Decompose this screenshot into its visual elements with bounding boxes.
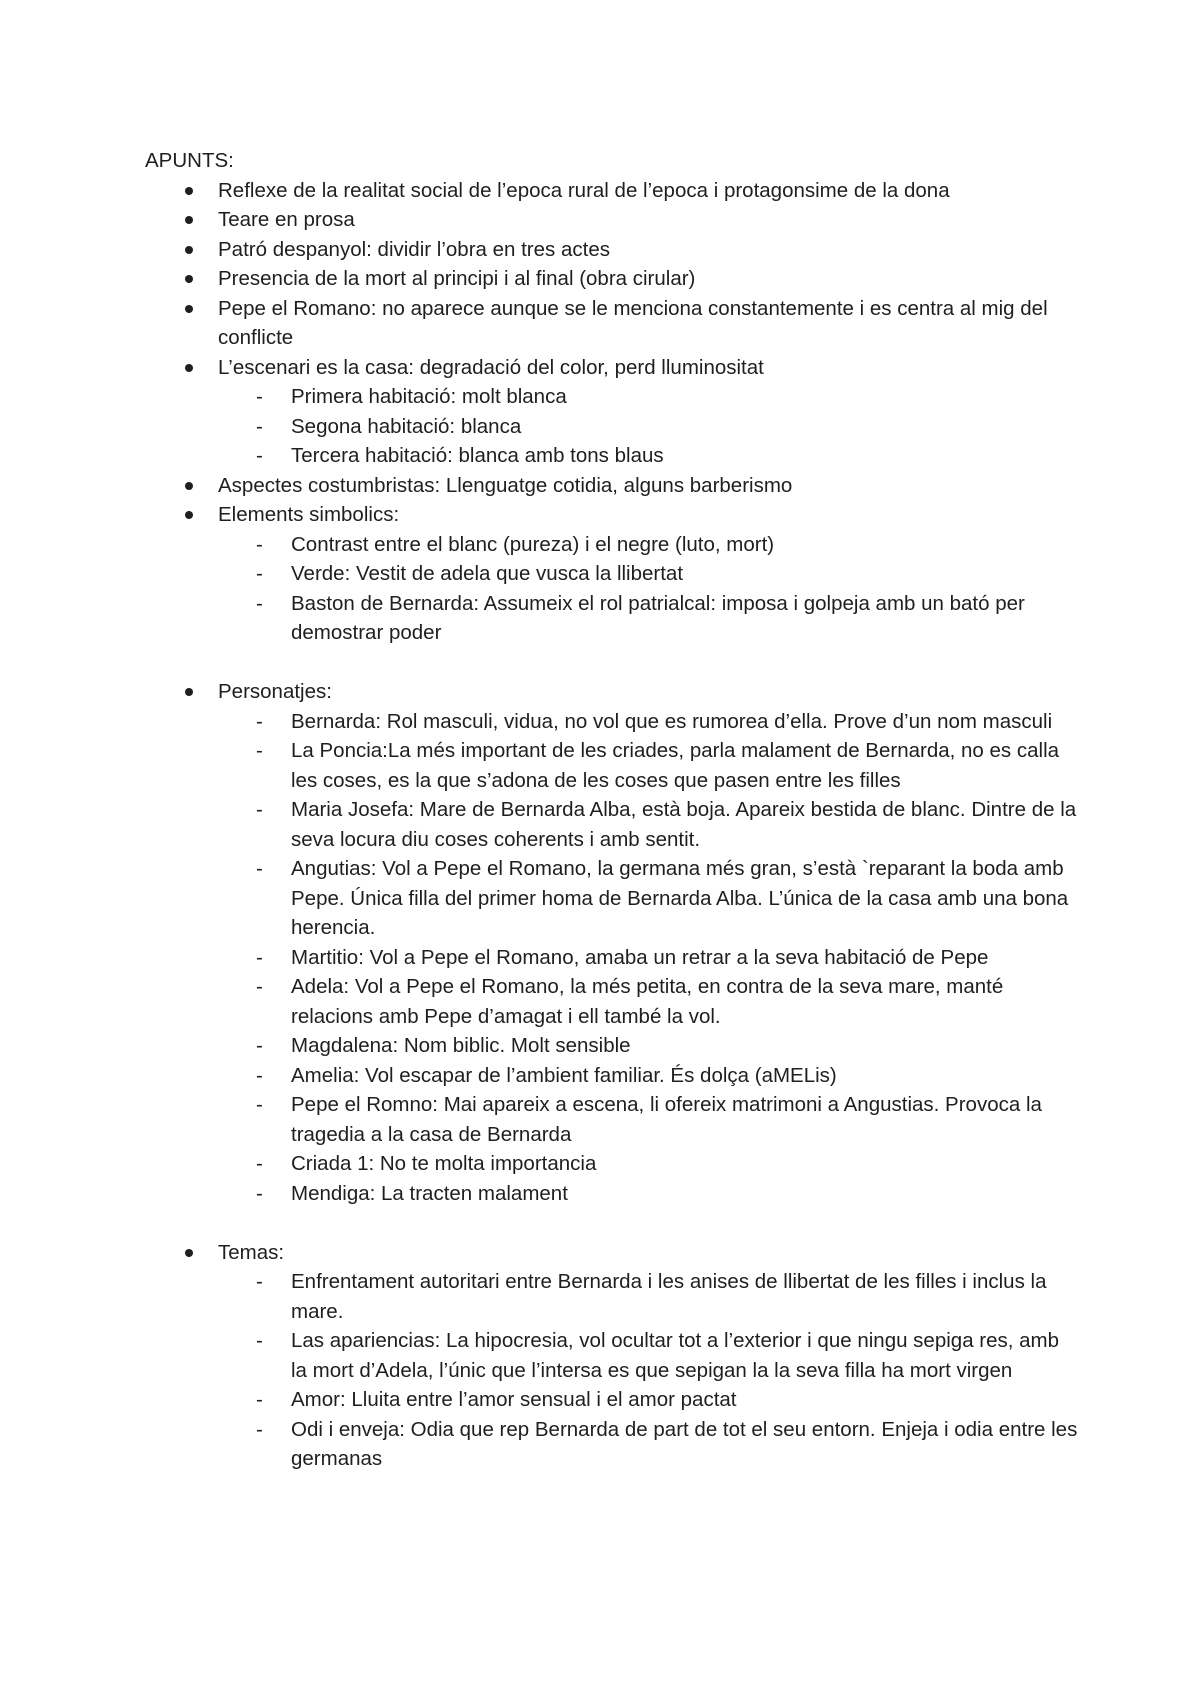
bullet-icon	[185, 275, 193, 283]
temas-list	[145, 1238, 1080, 1474]
section-temas	[218, 1238, 1080, 1474]
dash-icon: -	[256, 798, 263, 821]
dash-icon: -	[256, 591, 263, 615]
sublist-item: - Bernarda: Rol masculi, vidua, no vol que es rumorea d’ella. Prove d’un nom masculi	[291, 707, 1080, 737]
sublist-item: - Enfrentament autoritari entre Bernarda i les anises de llibertat de les filles i inclus la mare.	[291, 1267, 1080, 1326]
list-item: Pepe el Romano: no aparece aunque se le menciona constantemente i es centra al mig del conflicte	[218, 294, 1080, 353]
sublist-temas	[218, 1267, 1080, 1474]
dash-icon: -	[256, 975, 263, 998]
dash-icon: -	[256, 1093, 263, 1116]
dash-icon: -	[256, 857, 263, 880]
sublist-item: - Contrast entre el blanc (pureza) i el negre (luto, mort)	[291, 530, 1080, 560]
section-simbolics	[218, 500, 1080, 648]
sublist-item: - Baston de Bernarda: Assumeix el rol patrialcal: imposa i golpeja amb un bató per demostrar poder	[291, 589, 1080, 648]
dash-icon: -	[256, 739, 263, 762]
sublist-item: - Verde: Vestit de adela que vusca la llibertat	[291, 559, 1080, 589]
blank-line	[145, 1208, 1080, 1238]
section-label: Temas:	[218, 1240, 285, 1264]
dash-icon: -	[256, 1034, 263, 1057]
sublist-item: - Odi i enveja: Odia que rep Bernarda de part de tot el seu entorn. Enjeja i odia entre les germanas	[291, 1415, 1080, 1474]
dash-icon: -	[256, 444, 263, 467]
document-body	[145, 146, 1080, 1474]
sublist-item: - Amor: Lluita entre l’amor sensual i el amor pactat	[291, 1385, 1080, 1415]
sublist-item: - Angutias: Vol a Pepe el Romano, la germana més gran, s’està `reparant la boda amb Pepe. Única filla del primer homa de Bernarda Alba. L’única de la casa amb una bona herencia.	[291, 854, 1080, 943]
bullet-icon	[185, 246, 193, 254]
sublist-item: - Primera habitació: molt blanca	[291, 382, 1080, 412]
section-label: Elements simbolics:	[218, 503, 400, 526]
dash-icon: -	[256, 532, 263, 556]
sublist-item: - Segona habitació: blanca	[291, 412, 1080, 442]
sublist-item: - Las apariencias: La hipocresia, vol ocultar tot a l’exterior i que ningu sepiga res, amb la mort d’Adela, l’únic que l’intersa es que sepigan la la seva filla ha mort virgen	[291, 1326, 1080, 1385]
sublist-simbolics	[218, 530, 1080, 648]
section-escenari	[218, 353, 1080, 471]
list-item: Patró despanyol: dividir l’obra en tres actes	[218, 235, 1080, 265]
bullet-icon	[185, 1249, 193, 1257]
page-title: APUNTS:	[145, 149, 234, 172]
sublist-item: - Amelia: Vol escapar de l’ambient familiar. És dolça (aMELis)	[291, 1061, 1080, 1091]
sublist-item: - Maria Josefa: Mare de Bernarda Alba, està boja. Apareix bestida de blanc. Dintre de la seva locura diu coses coherents i amb sentit.	[291, 795, 1080, 854]
dash-icon: -	[256, 1270, 263, 1293]
sublist-personatjes	[218, 707, 1080, 1209]
dash-icon: -	[256, 1152, 263, 1175]
list-item: Reflexe de la realitat social de l’epoca rural de l’epoca i protagonsime de la dona	[218, 176, 1080, 206]
sublist-item: - Adela: Vol a Pepe el Romano, la més petita, en contra de la seva mare, manté relacions amb Pepe d’amagat i ell també la vol.	[291, 972, 1080, 1031]
blank-line	[145, 648, 1080, 678]
section-label: Personatjes:	[218, 680, 332, 703]
sublist-item: - La Poncia:La més important de les criades, parla malament de Bernarda, no es calla les coses, es la que s’adona de les coses que pasen entre les filles	[291, 736, 1080, 795]
dash-icon: -	[256, 562, 263, 585]
sublist-item: - Magdalena: Nom biblic. Molt sensible	[291, 1031, 1080, 1061]
bullet-icon	[185, 364, 193, 372]
bullet-icon	[185, 482, 193, 490]
dash-icon: -	[256, 1181, 263, 1205]
dash-icon: -	[256, 414, 263, 438]
dash-icon: -	[256, 1329, 263, 1352]
dash-icon: -	[256, 1063, 263, 1087]
bullet-icon	[185, 511, 193, 519]
dash-icon: -	[256, 709, 263, 733]
list-item: Presencia de la mort al principi i al final (obra cirular)	[218, 264, 1080, 294]
bullet-icon	[185, 216, 193, 224]
bullet-icon	[185, 688, 193, 696]
section-label: L’escenari es la casa: degradació del color, perd lluminositat	[218, 355, 764, 379]
sublist-item: - Criada 1: No te molta importancia	[291, 1149, 1080, 1179]
sublist-escenari	[218, 382, 1080, 471]
dash-icon: -	[256, 1417, 263, 1441]
section-personatjes	[218, 677, 1080, 1208]
sublist-item: - Pepe el Romno: Mai apareix a escena, li ofereix matrimoni a Angustias. Provoca la tragedia a la casa de Bernarda	[291, 1090, 1080, 1149]
sublist-item: - Tercera habitació: blanca amb tons blaus	[291, 441, 1080, 471]
list-item: Teare en prosa	[218, 205, 1080, 235]
sublist-item: - Mendiga: La tracten malament	[291, 1179, 1080, 1209]
dash-icon: -	[256, 1388, 263, 1411]
dash-icon: -	[256, 945, 263, 969]
bullet-icon	[185, 187, 193, 195]
personatjes-list	[145, 677, 1080, 1208]
dash-icon: -	[256, 385, 263, 408]
list-item: Aspectes costumbristas: Llenguatge cotidia, alguns barberismo	[218, 471, 1080, 501]
bullet-icon	[185, 305, 193, 313]
notes-list	[145, 176, 1080, 648]
sublist-item: - Martitio: Vol a Pepe el Romano, amaba un retrar a la seva habitació de Pepe	[291, 943, 1080, 973]
